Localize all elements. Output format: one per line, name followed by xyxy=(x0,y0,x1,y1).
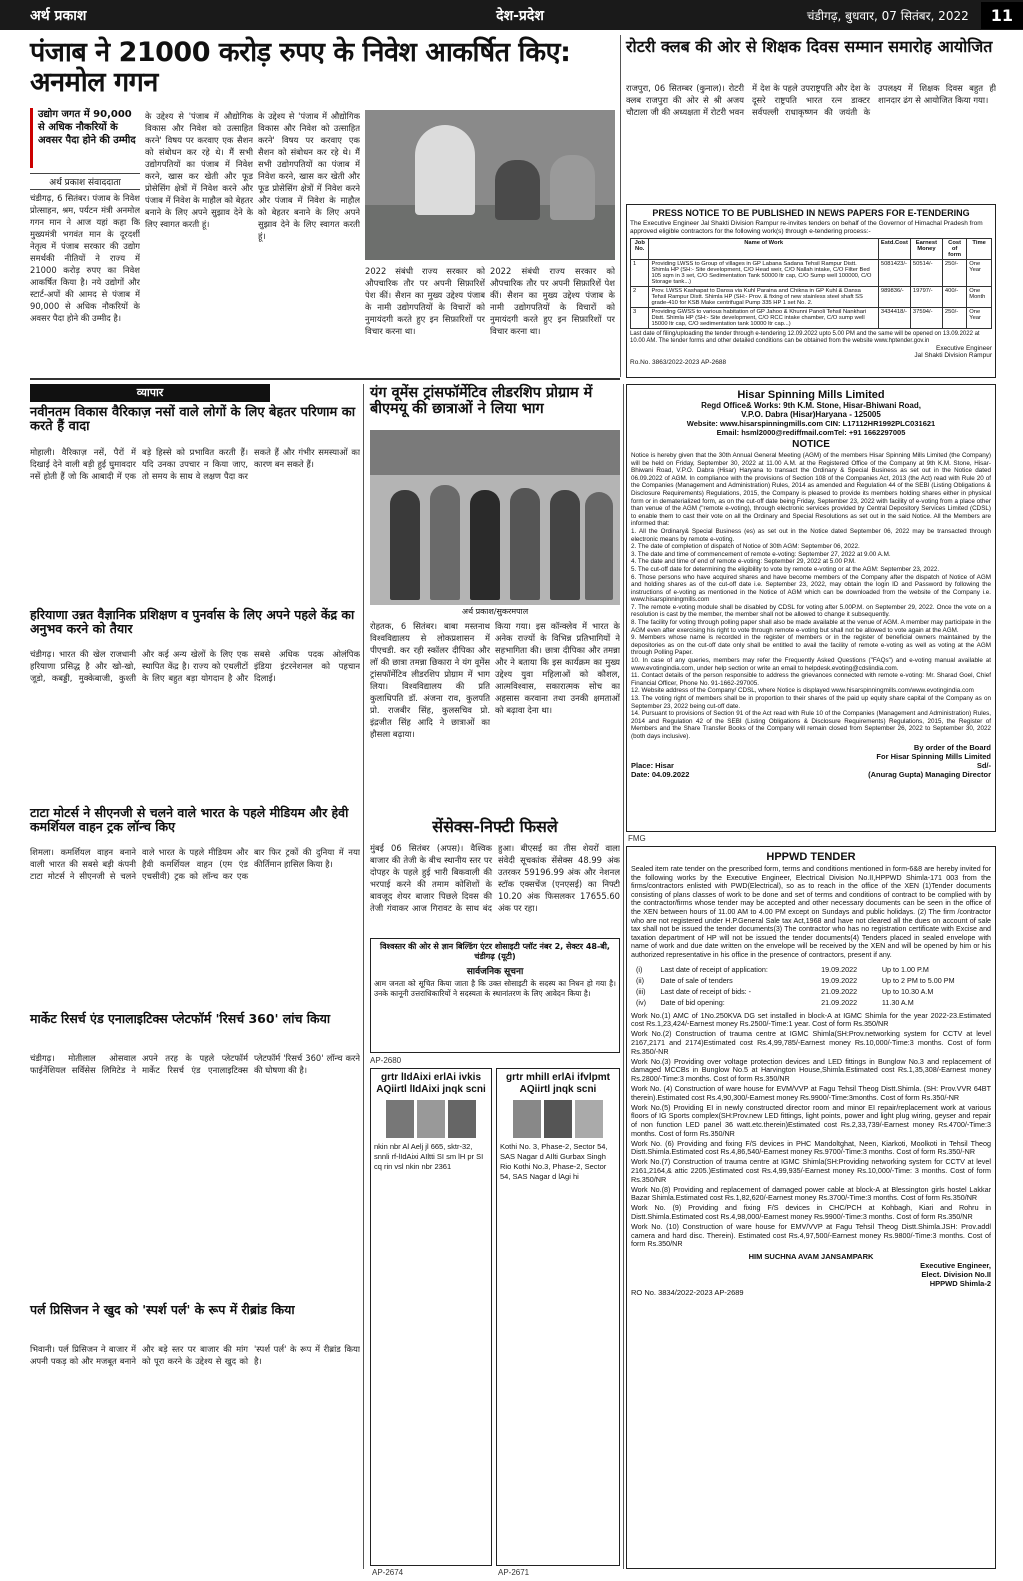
table-cell: (iii) xyxy=(636,986,646,996)
table-cell: 37594/- xyxy=(910,308,942,329)
table-cell: Prov. LWSS Kashapat to Dansa via Kuhl Paraina and Chikna in GP Kuhl & Dansa Tehsil Rampur Distt. Shimla HP (SH:- Prov. & fixing of new stainless steel shaft SS grade-410 for KSB Make centrifugal Pump 335 HP 1 set No. 2. xyxy=(649,287,878,308)
hisar-agm-notice xyxy=(626,384,996,832)
list-item: Work No. (6) Providing and fixing F/S devices in PHC Mandoltghat, Neen, Kiarkoti, Moolkoti in Tehsil Theog Distt.Shimla.Estimated cost Rs.4,86,540/-Earnest money Rs.9700/-Time:3 months. Cost of form Rs.350/-NR xyxy=(631,1138,991,1157)
table-cell: Up to 10.30 A.M xyxy=(881,986,934,996)
hisar-date: Date: 04.09.2022 xyxy=(631,769,690,779)
press-notice-title: PRESS NOTICE TO BE PUBLISHED IN NEWS PAPERS FOR E-TENDERING xyxy=(652,208,970,218)
hisar-fmg: FMG xyxy=(628,834,646,843)
vyapar-story2-headline: हरियाणा उन्नत वैज्ञानिक प्रशिक्षण व पुनर्वास के लिए अपने पहले केंद्र का अनुभव करने को तैयार xyxy=(30,607,355,636)
memorial-left-title: grtr lIdAixi erlAi ivkis AQiirtl lIdAixi jnqk scni xyxy=(376,1072,486,1095)
newspaper-brand: अर्थ प्रकाश xyxy=(30,7,87,24)
hppwd-sign-ee: Executive Engineer, xyxy=(920,1261,991,1271)
table-cell: Up to 1.00 P.M xyxy=(881,964,929,974)
list-item: 4. The date and time of end of remote e-voting: September 29, 2022 at 5.00 P.M. xyxy=(631,558,856,566)
hisar-address: V.P.O. Dabra (Hisar)Haryana - 125005 xyxy=(741,410,881,419)
hisar-by-order: By order of the Board xyxy=(913,742,991,752)
hppwd-title: HPPWD TENDER xyxy=(766,851,856,863)
memorial-right-title: grtr mhilI erlAi ifvlpmt AQiirtl jnqk scni xyxy=(506,1072,610,1095)
lead-highlight-text: उद्योग जगत में 90,000 से अधिक नौकरियों के अवसर पैदा होने की उम्मीद xyxy=(38,109,136,146)
table-cell: 250/- xyxy=(942,260,966,287)
table-cell: 5081423/- xyxy=(878,260,910,287)
table-row xyxy=(631,287,992,308)
lead-photo-caption-right: 2022 संबंधी राज्य सरकार को औपचारिक तौर पर अपनी सिफ़ारिशें पेश कीं। सैशन का मुख्य उद्देश्य पंजाब के नामी उद्योगपतियों के विचारों को नुमायंदगी करते हुए इन सिफ़ारिशों पर विचार करना था। xyxy=(490,266,615,336)
list-item: 8. The facility for voting through polling paper shall also be made available at the venue of AGM. A member may participate in the AGM even after exercising his right to vote through remote e-voting but shall not be allowed to vote again at the AGM. xyxy=(631,619,991,634)
table-cell: 11.30 A.M xyxy=(881,997,914,1007)
page-number: 11 xyxy=(981,2,1023,29)
hppwd-sign-office: HPPWD Shimla-2 xyxy=(929,1279,991,1289)
ywtl-photo-caption: अर्थ प्रकाश/सुकरमपाल xyxy=(461,607,529,616)
press-notice-col-header: Job No. xyxy=(631,239,649,260)
table-row xyxy=(633,998,989,1007)
table-cell: (iv) xyxy=(636,997,646,1007)
list-item: 2. The date of completion of dispatch of Notice of 30th AGM: September 06, 2022. xyxy=(631,543,860,551)
ywtl-photo xyxy=(370,430,620,605)
table-cell: Providing GWSS to various habitation of GP Jahoo & Khunni Panoli Tehsil Nankhari Distt. Shimla HP (SH:- Site development, C/O RCC intake chamber, C/O sump well 15000 ltr cap, C/O sedimentation tank 10000 ltr cap...) xyxy=(649,308,878,329)
hppwd-tender-ad xyxy=(626,846,996,1569)
vyapar-story4-body: चंडीगढ़। मोतीलाल ओसवाल फाईनेंशियल सर्विसेस लिमिटेड ने अपने तरह के पहले प्लेटफॉर्म मार्केट रिसर्च एंड एनालाइटिक्स प्लेटफॉर्म 'रिसर्च 360' लॉन्च करने की घोषणा की है। xyxy=(30,1053,360,1075)
list-item: 6. Those persons who have acquired shares and have become members of the Company after the dispatch of Notice of AGM and holding shares as of the cut-off date i.e. September 23, 2022, may obtain the login ID and Password by following the instructions of e-voting as mentioned in the Notice of AGM which can be downloaded from the website of the Company i.e. www.hisarspinningmills.com xyxy=(631,573,991,604)
table-cell: 3434418/- xyxy=(878,308,910,329)
table-row xyxy=(633,987,989,996)
table-cell: One Month xyxy=(967,287,992,308)
table-cell: 250/- xyxy=(942,308,966,329)
hisar-company-name: Hisar Spinning Mills Limited xyxy=(737,389,885,401)
hppwd-sign-div: Elect. Division No.II xyxy=(921,1270,991,1280)
list-item: 10. In case of any queries, members may refer the Frequently Asked Questions ("FAQs") and e-voting manual available at www.evotingindia.com, under help section or write an email to helpdesk.evoting@cdslindia.com. xyxy=(631,657,991,672)
press-notice-ad xyxy=(626,204,996,378)
list-item: 9. Members whose name is recorded in the register of members or in the register of beneficial owners maintained by the depositories as on the cut-off date only shall be entitled to avail the facility of remote e-voting as well as voting at the AGM through Polling Paper. xyxy=(631,634,991,657)
list-item: 1. All the Ordinary& Special Business (es) as set out in the Notice dated September 06, 2022 may be transacted through electronic means by remote e-voting. xyxy=(631,527,991,543)
table-cell: 3 xyxy=(631,308,649,329)
table-cell: 989836/- xyxy=(878,287,910,308)
hisar-notice-title: NOTICE xyxy=(792,439,830,450)
list-item: 3. The date and time of commencement of remote e-voting: September 27, 2022 at 9.00 A.M. xyxy=(631,550,891,558)
lead-body-col3: के उद्देश्य से 'पंजाब में औद्योगिक विकास और निवेश को उत्साहित करने' विषय पर करवाए एक सैशन को संबोधन कर रहे थे। मैं सभी उद्योगपतियों का पंजाब में निवेश करने, खास कर खेती और फूड प्रोसेसिंग क्षेत्रों में निवेश करने और पंजाब में निवेश के माहौल को बेहतर बनाने के लिए अपने सुझाव देने के लिए स्वागत करती हूं। xyxy=(258,111,360,241)
table-cell: 50514/- xyxy=(910,260,942,287)
press-notice-ref: Ro.No. 3863/2022-2023 AP-2688 xyxy=(630,359,727,366)
society-notice-ad xyxy=(370,938,620,1053)
list-item: 7. The remote e-voting module shall be disabled by CDSL for voting after 5.00P.M. on September 29, 2022. Once the vote on a resolution is cast by the member, the member shall not be allowed to change it subsequently. xyxy=(631,603,991,619)
society-notice-tag: सार्वजनिक सूचना xyxy=(466,967,524,977)
table-cell: 400/- xyxy=(942,287,966,308)
vyapar-story4-headline: मार्केट रिसर्च एंड एनालाइटिक्स प्लेटफॉर्म 'रिसर्च 360' लांच किया xyxy=(30,1011,331,1026)
ywtl-body: रोहतक, 6 सितंबर। बाबा मस्तनाथ विश्वविद्यालय से लोकप्रशासन में पीएचडी. कर रही स्कॉलर दीपिका और लॉ की छात्रा तमन्ना छिकारा ने यंग वूमेंस ट्रांसफॉर्मेटिव लीडरशिप प्रोग्राम में भाग लिया। विश्वविद्यालय की प्रति कुलाधिपति डॉ. अंजना राव, कुलपति प्रो. राजबीर सिंह, कुलसचिव प्रो. इंद्रजीत सिंह आदि ने छात्राओं का हौसला बढ़ाया। xyxy=(370,621,490,739)
section-name: देश-प्रदेश xyxy=(496,7,544,24)
memorial-ad-right xyxy=(496,1068,620,1566)
press-notice-col-header: Earnest Money xyxy=(910,239,942,260)
list-item: Work No.(5) Providing EI in newly constructed director room and minor EI repair/replacement work at various floors of IG Sports complex(SH:Prov.new LED fittings, light points, power and light plug wiring, geyser and repair of non function LED panel 36 watt.etc.therein)Estimated cost Rs.2,33,739/-Earnest money Rs.4700/-Time:3 months. Cost of form Rs.350/NR xyxy=(631,1102,991,1138)
vyapar-story3-headline: टाटा मोटर्स ने सीएनजी से चलने वाले भारत के पहले मीडियम और हेवी कमर्शियल वाहन ट्रक लॉन्च किए xyxy=(30,805,349,834)
memorial-ad-left xyxy=(370,1068,492,1566)
list-item: Work No.(8) Providing and replacement of damaged power cable at block-A at Blessington girls hostel Lakkar Bazar Shimla.Estimated cost Rs.1,82,620/-Earnest money Rs.3700/-Time:3 months. Cost of form Rs.350/NR xyxy=(631,1184,991,1203)
list-item: Work No. (9) Providing and fixing F/S devices in CHC/PCH at Kohbagh, Kiari and Rohru in Distt.Shimla.Estimated cost Rs.4,98,000/-Earnest money Rs.9900/-Time:3 months. Cost of form Rs.350/NR xyxy=(631,1203,991,1222)
table-cell: One Year xyxy=(967,308,992,329)
table-cell: Up to 2 PM to 5.00 PM xyxy=(881,975,955,985)
hisar-notice-body: Notice is hereby given that the 30th Annual General Meeting (AGM) of the members Hisar Spinning Mills Limited (the Company) will be held on Friday, September 30, 2022 at 11.00 A.M. at the Registered Office of the Company at 9th K.M. Stone, Hisar-Bhiwani Road, V.P.O. Dabra (Hisar) Haryana to transact the Ordinary & Special Business as set out in the Notice dated 06.09.2022 of AGM. In compliance with the provisions of Section 108 of the Companies Act, 2013 (the Act) read with Rule 20 of the Companies (Management and Administration) Rules, 2014 as amended and Regulation 44 of the SEBI (Listing Obligations & Disclosure Requirements) Regulations, 2015, the Company is pleased to provide its members holding shares either in physical form or in dematerialized form, as on the cut-off date being Friday, September 23, 2022 with facility of e-voting from a place other than venue of the AGM ("remote e-voting), through electronic services provided by Central Depository Services Limited (CDSL) to enable them to cast their vote on all the Ordinary and Special Resolutions as set out in the said Notice. All the Members are informed that: xyxy=(631,452,991,528)
ad-ref-2674: AP-2674 xyxy=(372,1568,404,1577)
lead-headline: पंजाब ने 21000 करोड़ रुपए के निवेश आकर्षित किए: अनमोल गगन xyxy=(30,37,571,98)
press-notice-col-header: Cost of form xyxy=(942,239,966,260)
hppwd-sign-him: HIM SUCHNA AVAM JANSAMPARK xyxy=(748,1252,874,1262)
press-notice-col-header: Estd.Cost xyxy=(878,239,910,260)
hppwd-works-list xyxy=(631,1012,991,1250)
hisar-points-list xyxy=(631,528,991,741)
list-item: Work No. (4) Construction of ware house for EVM/VVP at Fagu Tehsil Theog Distt.Shimla. (SH: Prov.VVR 64BT therein).Estimated cost Rs.4,90,300/-Earnest money Rs.9900/-Time:3months. Cost of form Rs.350/-NR xyxy=(631,1083,991,1102)
list-item: 11. Contact details of the person responsible to address the grievances connected with remote e-voting: Mr. Sharad Goel, Chief Financial Officer, Phone No. 91-1662-297005. xyxy=(631,672,991,687)
press-notice-table xyxy=(630,238,992,329)
vyapar-story5-headline: पर्ल प्रिसिजन ने खुद को 'स्पर्श पर्ल' के रूप में रीब्रांड किया xyxy=(30,1302,295,1317)
list-item: Work No.(3) Providing over voltage protection devices and LED fittings in Bunglow No.3 and replacement of damaged MCCBs in Bunglow No.5 at Harvington House,Shimla.Estimated cost Rs.1,35,308/-Earnest money Rs.2800/-Time:3 months. Cost of form Rs.350/NR xyxy=(631,1056,991,1084)
hisar-md: (Anurag Gupta) Managing Director xyxy=(868,769,991,779)
lead-photo xyxy=(365,110,615,260)
vyapar-story5-body: भिवानी। पर्ल प्रिसिजन ने बाजार में अपनी पकड़ को और मजबूत बनाने और बड़े स्तर पर बाजार की मांग को पूरा करने के उद्देश्य से खुद को 'स्पर्श पर्ल' के रूप में रीब्रांड किया है। xyxy=(30,1344,360,1366)
table-cell: Date of sale of tenders xyxy=(660,975,733,985)
hisar-website: Website: www.hisarspinningmills.com CIN: L17112HR1992PLC031621 xyxy=(686,419,936,428)
table-row xyxy=(631,308,992,329)
lead-photo-caption-left: 2022 संबंधी राज्य सरकार को औपचारिक तौर पर अपनी सिफ़ारिशें पेश कीं। सैशन का मुख्य उद्देश्य पंजाब के नामी उद्योगपतियों के विचारों को नुमायंदगी करते हुए इन सिफ़ारिशों पर विचार करना था। xyxy=(365,266,485,336)
lead-byline: अर्थ प्रकाश संवाददाता xyxy=(30,173,140,190)
press-notice-intro: The Executive Engineer Jal Shakti Division Rampur re-invites tenders on behalf of the Governor of Himachal Pradesh from approved eligible contractors for the following work(s) through e-tendering process:- xyxy=(630,220,983,235)
table-row xyxy=(633,965,989,974)
table-row xyxy=(631,260,992,287)
sensex-headline: सेंसेक्स-निफ्टी फिसले xyxy=(432,817,558,836)
list-item: 14. Pursuant to provisions of Section 91 of the Act read with Rule 10 of the Companies (Management and Administration) Rules, 2014 and Regulation 42 of the SEBI (Listing Obligations & Disclosure Requirements) Regulations, 2015, the Register of Members and the Share Transfer Books of the Company will remain closed from September 26, 2022 to September 30, 2022 (both days inclusive). xyxy=(631,710,991,740)
table-cell: Date of bid opening: xyxy=(660,997,725,1007)
hisar-place: Place: Hisar xyxy=(631,760,674,770)
table-cell: 1 xyxy=(631,260,649,287)
table-row xyxy=(633,976,989,985)
ad-ref-2680: AP-2680 xyxy=(370,1056,402,1065)
sensex-body: मुंबई 06 सितंबर (अपस)। वैश्विक बाजार की तेजी के बीच स्थानीय स्तर पर दोपहर के पहले हुई भारी बिकवाली की भरपाई करने की तमाम कोशिशों के बावजूद शेयर बाजार पिछले दिवस की तेजी गंवाकर आज गिरावट के साथ बंद हुआ। बीएसई का तीस शेयरों वाला संवेदी सूचकांक सेंसेक्स 48.99 अंक उतरकर 59196.99 अंक और नेशनल स्टॉक एक्सचेंज (एनएसई) का निफ्टी 10.20 अंक फिसलकर 17655.60 अंक पर रहा। xyxy=(370,843,620,913)
memorial-left-body: nkin nbr Al Aelj jl 665, sktr-32, snnli rf-lIdAixi AIltti SI sm lH pr SI cq rin vsl nkin nbr 2361 xyxy=(374,1142,484,1171)
vyapar-story2-body: चंडीगढ़। भारत की खेल राजधानी हरियाणा प्रसिद्ध है और खो-खो, जूडो, कबड्डी, मुक्केबाजी, कुश्ती और कई अन्य खेलों के लिए एक स्थापित केंद्र है। राज्य को एथलीटों के लिए बहुत बड़ा योगदान है और सबसे अधिक पदक ओलंपिक इंडिया इंटरनेशनल को पहचान दिलाई। xyxy=(30,649,360,683)
hisar-email: Email: hsml2000@rediffmail.comTel: +91 1662297005 xyxy=(716,428,906,437)
ad-ref-2671: AP-2671 xyxy=(498,1568,530,1577)
rotary-body: राजपुरा, 06 सितम्बर (कुनाल)। रोटरी क्लब राजपुरा की ओर से श्री अजय चौटाला जी की अध्यक्षता में रोटरी भवन में देश के पहले उपराष्ट्रपति और देश के दूसरे राष्ट्रपति भारत रत्न डाक्टर सर्वपल्ली राधाकृष्णन की जयंती के उपलक्ष्य में शिक्षक दिवस बहुत ही शानदार ढंग से आयोजित किया गया। xyxy=(626,83,996,117)
hisar-regd-office: Regd Office& Works: 9th K.M. Stone, Hisar-Bhiwani Road, xyxy=(701,401,921,410)
lead-highlight xyxy=(30,108,140,168)
table-cell: One Year xyxy=(967,260,992,287)
ywtl-headline: यंग वूमेंस ट्रांसफॉर्मेटिव लीडरशिप प्रोग्राम में बीएमयू की छात्राओं ने लिया भाग xyxy=(370,385,593,417)
list-item: Work No.(1) AMC of 1No.250KVA DG set installed in block-A at IGMC Shimla for the year 2022-23.Estimated cost Rs.1,23,424/-Earnest money Rs.2500/-Time:1 year. Cost of form Rs.350/NR xyxy=(631,1010,991,1029)
lead-body-col2: के उद्देश्य से 'पंजाब में औद्योगिक विकास और निवेश को उत्साहित करने' विषय पर करवाए एक सैशन को संबोधन कर रहे थे। मैं सभी उद्योगपतियों का पंजाब में निवेश करने, खास कर खेती और फूड प्रोसेसिंग क्षेत्रों में निवेश करने और पंजाब में निवेश के माहौल को बेहतर बनाने के लिए अपने सुझाव देने के लिए स्वागत करती हूं। xyxy=(145,111,253,229)
list-item: Work No.(2) Construction of trauma centre at IGMC Shimla(SH:Prov.networking system for CCTV at level 2167,2171 and 2174)Estimated cost Rs.4,99,785/-Earnest money Rs.10,000/-Time:3 months. Cost of form Rs.350/-NR xyxy=(631,1029,991,1056)
table-cell: Last date of receipt of bids: - xyxy=(660,986,752,996)
press-notice-footer: Last date of filing/uploading the tender through e-tendering 12.09.2022 upto 5.00 PM and the same will be opened on 13.09.2022 at 10.00 AM. The tender forms and other detailed conditions can be obtained from the website www.hptender.gov.in xyxy=(630,331,980,344)
hisar-sd: Sd/- xyxy=(976,760,991,770)
vyapar-story1-headline: नवीनतम विकास वैरिकाज़ नसों वाले लोगों के लिए बेहतर परिणाम का करते हैं वादा xyxy=(30,405,356,435)
vyapar-story1-body: मोहाली। वैरिकाज़ नसें, पैरों में दिखाई देने वाली बड़ी हुई घुमावदार नसें होती हैं जो कि आबादी में एक बड़े हिस्से को प्रभावित करती हैं। यदि उनका उपचार न किया जाए, तो समय के साथ वे लक्षण पैदा कर सकते हैं और गंभीर समस्याओं का कारण बन सकते हैं। xyxy=(30,447,360,481)
table-cell: Providing LWSS to Group of villages in GP Labana Sadana Tehsil Rampur Distt. Shimla HP (SH:- Site development, C/O Head weir, C/O Nallah intake, C/O Filter Bed 105 sqm in 3 set, C/O Sedimentation Tank 50000 ltr cap, C/O Sump well 100000, C/O Storage tank...) xyxy=(649,260,878,287)
press-notice-sign: Executive Engineer xyxy=(935,345,992,352)
society-notice-body: आम जनता को सूचित किया जाता है कि उक्त सोसाइटी के सदस्य का निधन हो गया है। उनके कानूनी उत्तराधिकारियों ने सदस्यता के स्थानांतरण के लिए आवेदन किया है। xyxy=(374,979,616,998)
lead-body: चंडीगढ़, 6 सितंबर। पंजाब के निवेश प्रोत्साहन, श्रम, पर्यटन मंत्री अनमोल गगन मान ने आज यहां कहा कि मुख्यमंत्री भगवंत मान के दूरदर्शी नेतृत्व में पंजाब सरकार की उद्योग समर्थकी नीतियों ने राज्य में 21000 करोड़ रुपए का निवेश आकर्षित किया है। नये उद्योगों और स्टार्ट-अपों की आमद से पंजाब में 90,000 से अधिक नौकरियों के अवसर पैदा होने की उम्मीद है। xyxy=(30,193,140,323)
hppwd-ref: RO No. 3834/2022-2023 AP-2689 xyxy=(631,1288,744,1298)
rotary-headline: रोटरी क्लब की ओर से शिक्षक दिवस सम्मान समारोह आयोजित xyxy=(626,37,993,56)
table-cell: (i) xyxy=(636,964,643,974)
hppwd-dates-table xyxy=(631,963,991,1009)
press-notice-col-header: Time xyxy=(967,239,992,260)
hisar-for-company: For Hisar Spinning Mills Limited xyxy=(876,751,991,761)
memorial-left-photos xyxy=(374,1100,488,1138)
hppwd-intro: Sealed item rate tender on the prescribed form, terms and conditions mentioned in form-6&8 are hereby invited for the following works by the Executive Engineer, Electrical Division No.II,HPPWD Shimla-171 003 from the firms/contractors enlisted with PWD(Electrical), so as to reach in the office of the XEN (1)Tender documents consisting of plans classes of work to be done and set of terms and conditions of contract to be complied with by the contractor/firms whose tender may be accepted and other necessary documents can be seen in the office of the XEN between hours of 11.00 AM to 4.00 PM except on Sundays and public holidays. (2) The firm /contractor who are not registered under H.P.General Sale tax Act,1968 and have not cleared all the dues on account of sale tax shall not be issued the tender documents(3) The contractor who has no registration certificate with Excise and taxation department of HP will not be issued the tender documents(4) Tenders placed in sealed envelope with name of work and due date written on the envelope will be received by the XEN and will be opened by him or his authorized representative in his office in the presence of contractors, present if any. xyxy=(631,865,991,959)
table-cell: 2 xyxy=(631,287,649,308)
list-item: 12. Website address of the Company/ CDSL, where Notice is displayed www.hisarspinningmills.com/www.evotingindia.com xyxy=(631,687,974,695)
table-cell: Last date of receipt of application: xyxy=(660,964,768,974)
society-notice-head: विश्वस्तर की ओर से ज्ञान बिल्डिंग एंटर शोसाइटी प्लॉट नंबर 2, सेक्टर 48-बी, चंडीगढ़ (यूटी) xyxy=(380,942,610,961)
memorial-right-photos xyxy=(500,1100,616,1138)
memorial-right-body: Kothi No. 3, Phase-2, Sector 54, SAS Nagar d AIlti Gurbax Singh Rio Kothi No.3, Phase-2, Sector 54, SAS Nagar d lAgi hi xyxy=(500,1142,608,1181)
table-cell: 19.09.2022 xyxy=(821,975,858,985)
vyapar-section-tag: व्यापार xyxy=(30,384,270,402)
press-notice-sign2: Jal Shakti Division Rampur xyxy=(914,352,992,359)
table-cell: (ii) xyxy=(636,975,644,985)
table-cell: 21.09.2022 xyxy=(821,997,858,1007)
press-notice-col-header: Name of Work xyxy=(649,239,878,260)
list-item: 13. The voting right of members shall be in proportion to their shares of the paid up equity share capital of the Company as on September 23, 2022 being cut-off date. xyxy=(631,695,991,710)
table-cell: 19797/- xyxy=(910,287,942,308)
table-cell: 21.09.2022 xyxy=(821,986,858,996)
vyapar-story3-body: शिमला। कमर्शियल वाहन बनाने वाली भारत की सबसे बड़ी कंपनी टाटा मोटर्स ने सीएनजी से चलने वाले भारत के पहले मीडियम और हैवी कमर्शियल वाहन (एम एंड एचसीवी) ट्रक को लॉन्च कर एक बार फिर ट्रकों की दुनिया में नया कीर्तिमान हासिल किया है। xyxy=(30,847,360,881)
ywtl-body2: किया गया। इस कॉन्क्लेव में भारत के अनेक राज्यों के विभिन्न प्रतिभागियों ने सहभागिता की। छात्रा दीपिका और तमन्ना और ने बताया कि इस कार्यक्रम का मुख्य उद्देश्य युवा महिलाओं को कौशल, आत्मविश्वास, सकारात्मक सोच का अहसास करवाना तथा उनकी क्षमताओं को बढ़ावा देना था। xyxy=(495,621,620,715)
list-item: Work No. (10) Construction of ware house for EMV/VVP at Fagu Tehsil Theog Distt.Shimla.JSH: Prov.addl camera and hard disc. Therein). Estimated cost Rs.4,97,500/-Earnest money Rs.9800/-Time:3 months. Cost of form Rs.350/NR xyxy=(631,1221,991,1249)
edition-date: चंडीगढ़, बुधवार, 07 सितंबर, 2022 xyxy=(806,8,969,23)
table-cell: 19.09.2022 xyxy=(821,964,858,974)
list-item: Work No.(7) Construction of trauma centre at IGMC Shimla(SH:Providing networking system for CCTV at level 2161,2164,& attic 2205.)Estimated cost Rs.4,99,935/-Earnest money Rs.10,000/-Time: 3 months. Cost of form Rs.350/NR xyxy=(631,1157,991,1184)
list-item: 5. The cut-off date for determining the eligibility to vote by remote e-voting or at the AGM: September 23, 2022. xyxy=(631,565,940,573)
page-header xyxy=(0,0,1023,30)
